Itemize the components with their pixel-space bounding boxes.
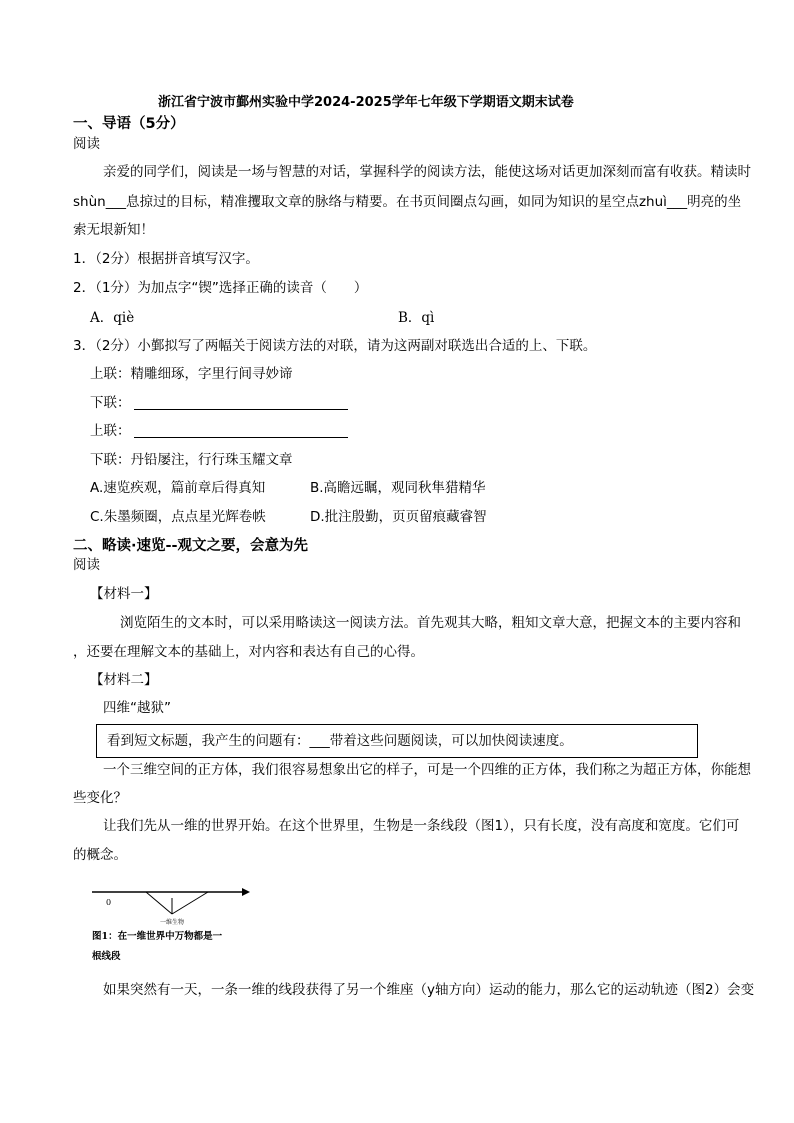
article-paragraph2-line1: 让我们先从一维的世界开始。在这个世界里，生物是一条线段（图1），只有长度，没有高度和宽度。它们可 [103, 818, 740, 834]
couplet2-upper-label: 上联： [90, 423, 131, 439]
material1-label: 【材料一】 [90, 586, 158, 602]
couplet1-lower-label: 下联： [90, 395, 131, 411]
figure-1-pointer-right [172, 892, 208, 914]
figure-1-zero-label: 0 [106, 898, 112, 907]
section1-heading: 一、导语（5分） [73, 116, 185, 132]
intro-paragraph-line2: shùn___息掠过的目标，精准攫取文章的脉络与精要。在书页间圈点勾画，如同为知识的星空点zhuì___明亮的坐 [73, 194, 742, 210]
question-box-text: 看到短文标题，我产生的问题有：___带着这些问题阅读，可以加快阅读速度。 [107, 733, 573, 749]
intro-paragraph-line3: 索无垠新知！ [73, 222, 154, 238]
couplet-option-d: D.批注殷勤，页页留痕藏睿智 [310, 509, 487, 525]
figure-1-small-label: 一维生物 [160, 919, 185, 926]
figure-1-one-dimensional-world [88, 884, 258, 964]
question-2-option-b: B．qì [398, 310, 435, 326]
section2-read-label: 阅读 [73, 557, 100, 573]
figure-1-caption-line1: 图1：在一维世界中万物都是一 [92, 931, 223, 942]
figure-1-pointer-left [146, 892, 172, 914]
couplet-option-b: B.高瞻远瞩，观同秋隼猎精华 [310, 480, 486, 496]
article-paragraph1-line1: 一个三维空间的正方体，我们很容易想象出它的样子，可是一个四维的正方体，我们称之为超正方体，你能想 [103, 762, 751, 778]
article-paragraph1-line2: 些变化？ [73, 790, 127, 806]
couplet1-lower-blank[interactable] [134, 409, 348, 410]
couplet1-upper: 上联：精雕细琢，字里行间寻妙谛 [90, 366, 293, 382]
exam-title: 浙江省宁波市鄞州实验中学2024-2025学年七年级下学期语文期末试卷 [158, 95, 574, 110]
article-paragraph3-line1: 如果突然有一天，一条一维的线段获得了另一个维座（y轴方向）运动的能力，那么它的运动轨迹（图2）会变 [103, 982, 755, 998]
couplet-option-c: C.朱墨频圈，点点星光辉卷帙 [90, 509, 266, 525]
material1-line2: ，还要在理解文本的基础上，对内容和表达有自己的心得。 [73, 644, 424, 660]
question-2: 2．（1分）为加点字“锲”选择正确的读音（ ） [73, 280, 368, 296]
material2-label: 【材料二】 [90, 672, 158, 688]
figure-1-arrowhead [242, 888, 250, 896]
couplet2-lower: 下联：丹铅屡注，行行珠玉耀文章 [90, 452, 293, 468]
article-paragraph2-line2: 的概念。 [73, 847, 127, 863]
question-2-option-a: A．qiè [90, 310, 135, 326]
article-title: 四维“越狱” [103, 700, 171, 716]
question-3: 3．（2分）小鄞拟写了两幅关于阅读方法的对联，请为这两副对联选出合适的上、下联。 [73, 338, 597, 354]
couplet2-upper-blank[interactable] [134, 437, 348, 438]
material1-line1: 浏览陌生的文本时，可以采用略读这一阅读方法。首先观其大略，粗知文章大意，把握文本的主要内容和 [120, 615, 741, 631]
question-box [96, 724, 698, 758]
section1-read-label: 阅读 [73, 136, 100, 152]
figure-1-caption-line2: 根线段 [92, 951, 121, 962]
question-1: 1．（2分）根据拼音填写汉字。 [73, 251, 259, 267]
section2-heading: 二、略读·速览--观文之要，会意为先 [73, 538, 309, 554]
intro-paragraph-line1: 亲爱的同学们，阅读是一场与智慧的对话，掌握科学的阅读方法，能使这场对话更加深刻而富有收获。精读时 [103, 164, 751, 180]
couplet-option-a: A.速览疾观，篇前章后得真知 [90, 480, 266, 496]
